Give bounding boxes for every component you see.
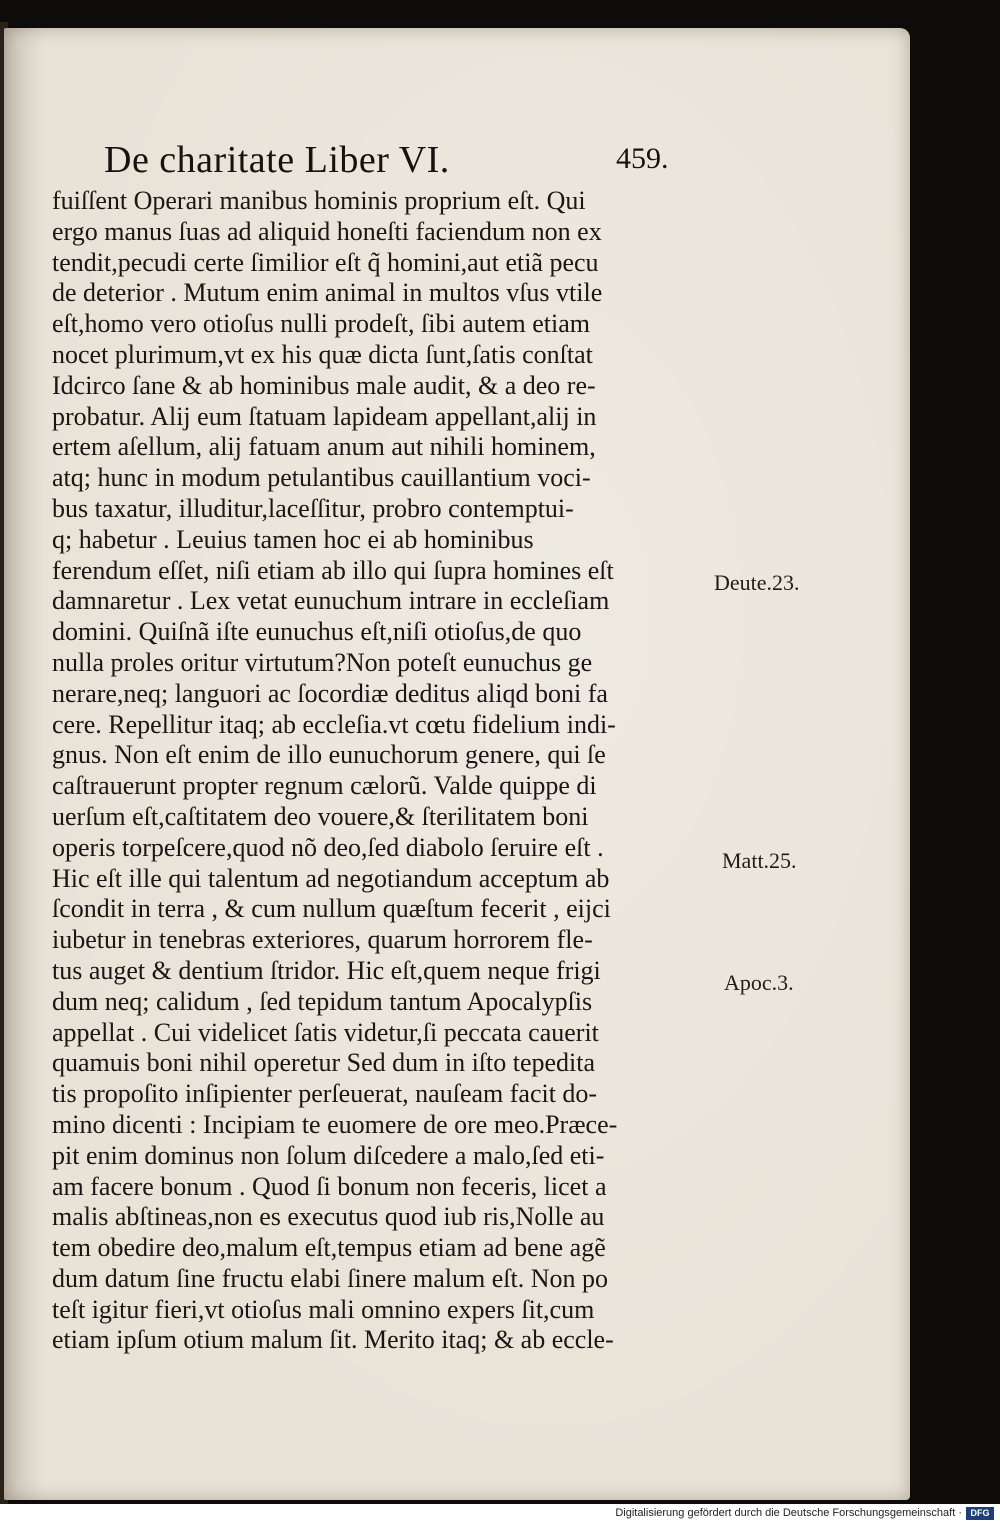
footer-bar (0, 1504, 1000, 1524)
text-line: uerſum eſt,caſtitatem deo vouere,& ſterilitatem boni (52, 801, 589, 831)
text-line: caſtrauerunt propter regnum cælorũ. Valde quippe di (52, 771, 597, 801)
text-line: tis propoſito inſipienter perſeuerat, nauſeam facit do- (52, 1079, 598, 1109)
book-page (4, 28, 910, 1500)
text-line: malis abſtineas,non es executus quod iub ris,Nolle au (52, 1202, 605, 1232)
text-line: quamuis boni nihil operetur Sed dum in iſto tepedita (52, 1048, 596, 1078)
funding-credit: Digitalisierung gefördert durch die Deutsche Forschungsgemeinschaft · (615, 1507, 962, 1519)
text-line: etiam ipſum otium malum ſit. Merito itaq; & ab eccle- (52, 1325, 614, 1355)
text-line: probatur. Alij eum ſtatuam lapideam appellant,alij in (52, 401, 597, 431)
margin-note-deuteronomy: Deute.23. (714, 570, 800, 595)
running-title: De charitate Liber VI. (104, 139, 450, 181)
text-line: cere. Repellitur itaq; ab eccleſia.vt cœtu fidelium indi- (52, 709, 616, 739)
text-line: de deterior . Mutum enim animal in multos vſus vtile (52, 278, 603, 308)
text-line: Hic eſt ille qui talentum ad negotiandum acceptum ab (52, 863, 610, 893)
text-line: tem obedire deo,malum eſt,tempus etiam ad bene agẽ (52, 1233, 606, 1263)
text-line: atq; hunc in modum petulantibus cauillantium voci- (52, 463, 591, 493)
text-line: appellat . Cui videlicet ſatis videtur,ſi peccata cauerit (52, 1017, 599, 1047)
page-header (104, 138, 704, 188)
margin-note-apocalypse: Apoc.3. (724, 970, 794, 995)
text-line: gnus. Non eſt enim de illo eunuchorum genere, qui ſe (52, 740, 606, 770)
text-line: bus taxatur, illuditur,laceſſitur, probro contemptui- (52, 493, 574, 523)
text-line: dum neq; calidum , ſed tepidum tantum Apocalypſis (52, 986, 593, 1016)
text-line: tus auget & dentium ſtridor. Hic eſt,quem neque frigi (52, 955, 601, 985)
text-line: fuiſſent Operari manibus hominis proprium eſt. Qui (52, 186, 586, 215)
text-line: teſt igitur fieri,vt otioſus mali omnino expers ſit,cum (52, 1294, 595, 1324)
text-line: Idcirco ſane & ab hominibus male audit, & a deo re- (52, 370, 596, 400)
margin-note-matthew: Matt.25. (722, 848, 797, 873)
dfg-logo-icon: DFG (966, 1507, 994, 1520)
text-line: ertem aſellum, alij fatuam anum aut nihili hominem, (52, 432, 596, 462)
text-line: ferendum eſſet, niſi etiam ab illo qui ſupra homines eſt (52, 555, 614, 585)
text-line: q; habetur . Leuius tamen hoc ei ab hominibus (52, 524, 534, 554)
text-line: nocet plurimum,vt ex his quæ dicta ſunt,ſatis conſtat (52, 339, 593, 369)
text-line: damnaretur . Lex vetat eunuchum intrare in eccleſiam (52, 586, 610, 616)
text-line: ergo manus ſuas ad aliquid honeſti faciendum non ex (52, 216, 602, 246)
text-line: ſcondit in terra , & cum nullum quæſtum fecerit , eijci (52, 894, 611, 924)
text-line: am facere bonum . Quod ſi bonum non feceris, licet a (52, 1171, 607, 1201)
text-line: operis torpeſcere,quod nõ deo,ſed diabolo ſeruire eſt . (52, 832, 604, 862)
text-line: tendit,pecudi certe ſimilior eſt q̃ homini,aut etiã pecu (52, 247, 599, 277)
text-line: pit enim dominus non ſolum diſcedere a malo,ſed eti- (52, 1140, 605, 1170)
text-line: nerare,neq; languori ac ſocordiæ deditus aliqd boni fa (52, 678, 608, 708)
text-line: eſt,homo vero otioſus nulli prodeſt, ſibi autem etiam (52, 309, 590, 339)
text-line: nulla proles oritur virtutum?Non poteſt eunuchus ge (52, 647, 593, 677)
text-line: mino dicenti : Incipiam te euomere de ore meo.Præce- (52, 1109, 618, 1139)
text-line: iubetur in tenebras exteriores, quarum horrorem fle- (52, 925, 593, 955)
page-number: 459. (616, 142, 669, 175)
body-text (52, 186, 722, 1356)
text-line: domini. Quiſnã iſte eunuchus eſt,niſi otioſus,de quo (52, 617, 582, 647)
text-line: dum datum ſine fructu elabi ſinere malum eſt. Non po (52, 1263, 608, 1293)
